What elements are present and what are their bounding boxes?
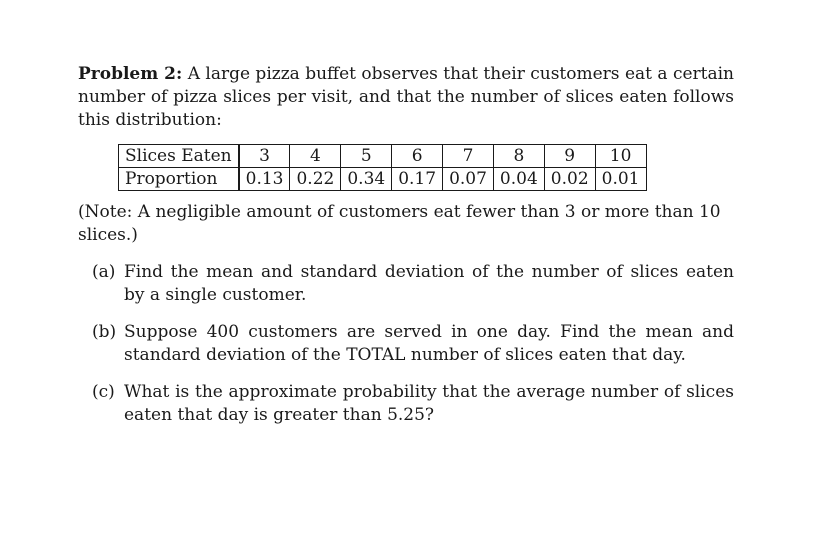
question-part-b (78, 321, 734, 367)
slices-cell: 8 (493, 145, 544, 168)
problem-label: Problem 2: (78, 64, 183, 84)
proportion-cell: 0.01 (595, 168, 646, 191)
proportion-row-header: Proportion (119, 168, 239, 191)
problem-statement (78, 63, 734, 132)
proportion-cell: 0.07 (443, 168, 494, 191)
question-part-c (78, 381, 734, 427)
part-text: Find the mean and standard deviation of the number of slices eaten by a single customer. (124, 262, 734, 305)
proportion-cell: 0.22 (290, 168, 341, 191)
problem-document (78, 63, 734, 441)
problem-text: A large pizza buffet observes that their customers eat a certain number of pizza slices per visit, and that the number of slices eaten follows this distribution: (78, 64, 734, 130)
proportion-row (119, 168, 647, 191)
question-part-a (78, 261, 734, 307)
note-text: (Note: A negligible amount of customers eat fewer than 3 or more than 10 slices.) (78, 202, 721, 245)
proportion-cell: 0.02 (544, 168, 595, 191)
distribution-table (118, 144, 647, 191)
part-label: (a) (92, 262, 116, 282)
slices-row-header: Slices Eaten (119, 145, 239, 168)
proportion-cell: 0.17 (392, 168, 443, 191)
question-parts (78, 261, 734, 427)
proportion-cell: 0.13 (239, 168, 290, 191)
part-text: What is the approximate probability that the average number of slices eaten that day is greater than 5.25? (124, 382, 734, 425)
part-label: (b) (92, 322, 117, 342)
slices-cell: 4 (290, 145, 341, 168)
slices-cell: 5 (341, 145, 392, 168)
slices-cell: 9 (544, 145, 595, 168)
slices-cell: 7 (443, 145, 494, 168)
proportion-cell: 0.34 (341, 168, 392, 191)
proportion-cell: 0.04 (493, 168, 544, 191)
part-text: Suppose 400 customers are served in one day. Find the mean and standard deviation of the TOTAL number of slices eaten that day. (124, 322, 734, 365)
slices-cell: 10 (595, 145, 646, 168)
slices-row (119, 145, 647, 168)
slices-cell: 6 (392, 145, 443, 168)
distribution-table-wrapper (118, 144, 734, 191)
part-label: (c) (92, 382, 115, 402)
slices-cell: 3 (239, 145, 290, 168)
